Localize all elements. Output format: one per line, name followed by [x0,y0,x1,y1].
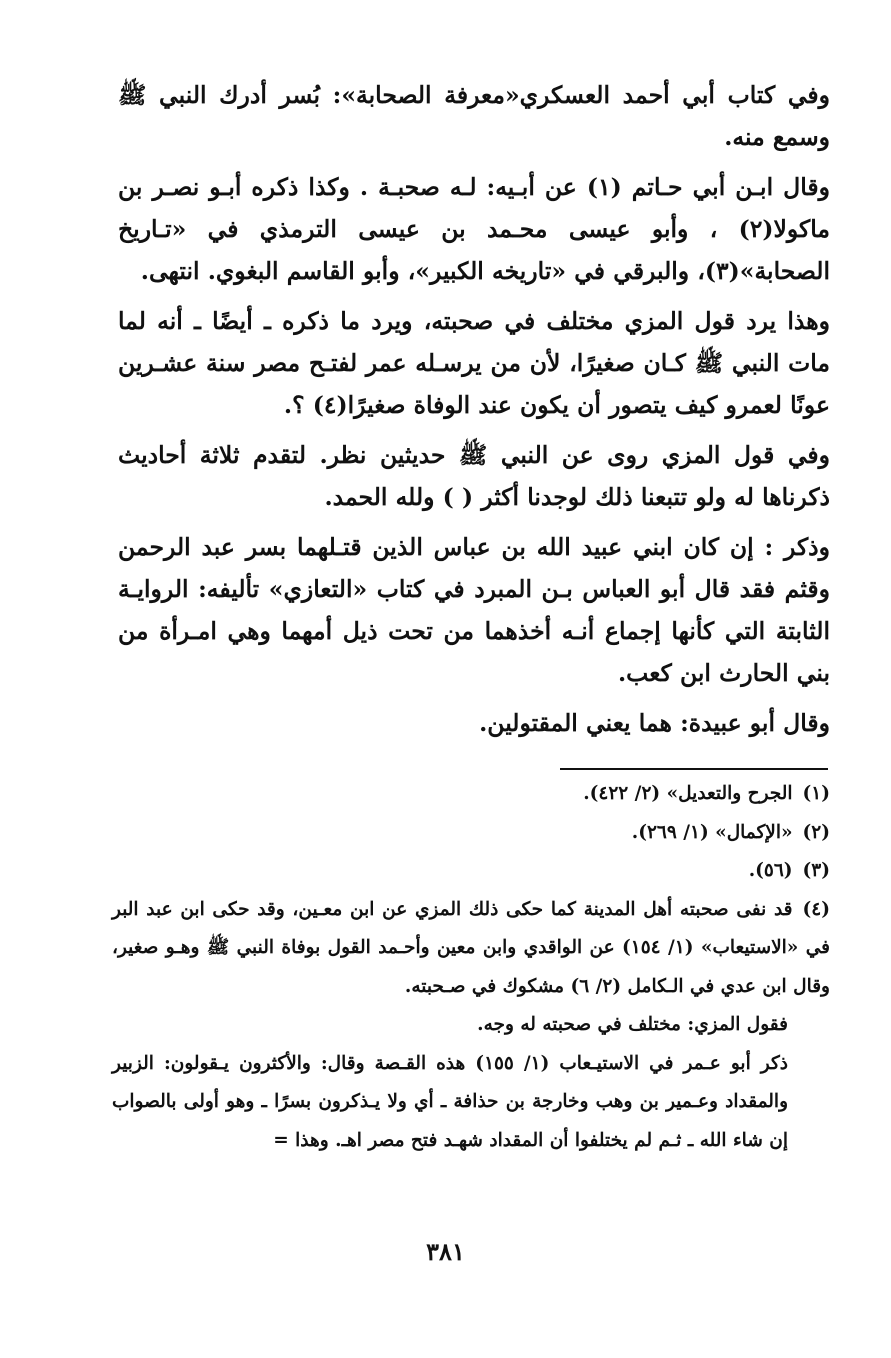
footnote-text: «الإكمال» (١/ ٢٦٩). [631,821,793,843]
footnote-separator [560,768,828,770]
paragraph: وفي كتاب أبي أحمد العسكري«معرفة الصحابة»: بُسر أدرك النبي ﷺ وسمع منه. [118,81,830,151]
footnote-number: (٣) [802,860,830,881]
footnote-number: (١) [802,783,830,804]
footnote-4-continuation: ذكر أبو عـمر في الاستيـعاب (١/ ١٥٥) هذه القـصة وقال: والأكثرون يـقولون: الزبير والمقداد وعـمير بن وهب وخارجة بن حذافة ـ أي ولا يـذكرون بسرًا ـ وهو أولى بالصواب إن شاء الله ـ ثـم لم يختلفوا أن المقداد شهـد فتح مصر اهـ. وهذا = [112,1052,788,1151]
footnote-2 [112,814,830,853]
footnote-4 [112,891,830,1007]
paragraph: وفي قول المزي روى عن النبي ﷺ حديثين نظر. لتقدم ثلاثة أحاديث ذكرناها له ولو تتبعنا ذلك لوجدنا أكثر ( ) ولله الحمد. [118,441,830,511]
footnote-4-continuation: فقول المزي: مختلف في صحبته له وجه. [477,1014,788,1035]
footnotes [112,775,830,1160]
paragraph: وقال أبو عبيدة: هما يعني المقتولين. [479,709,830,737]
main-text [118,74,830,752]
footnote-3 [112,852,830,891]
footnote-text: (٥٦). [748,860,793,881]
footnote-number: (٢) [802,821,830,843]
footnote-text: قد نفى صحبته أهل المدينة كما حكى ذلك المزي عن ابن معـين، وقد حكى ابن عبد البر في «الاستيعاب» (١/ ١٥٤) عن الواقدي وابن معين وأحـمد القول بوفاة النبي ﷺ وهـو صغير، وقال ابن عدي في الـكامل (٢/ ٦) مشكوك في صـحبته. [112,898,831,997]
footnote-number: (٤) [802,898,830,920]
paragraph: وقال ابـن أبي حـاتم (١) عن أبـيه: لـه صحبـة . وكذا ذكره أبـو نصـر بن ماكولا(٢) ، وأبو عيسى محـمد بن عيسى الترمذي في «تـاريخ الصحابة»(٣)، والبرقي في «تاريخه الكبير»، وأبو القاسم البغوي. انتهى. [118,173,830,285]
paragraph: وذكر : إن كان ابني عبيد الله بن عباس الذين قتـلهما بسر عبد الرحمن وقثم فقد قال أبو العباس بـن المبرد في كتاب «التعازي» تأليفه: الروايـة الثابتة التي كأنها إجماع أنـه أخذهما من تحت ذيل أمهما وهي امـرأة من بني الحارث ابن كعب. [118,533,830,687]
paragraph: وهذا يرد قول المزي مختلف في صحبته، ويرد ما ذكره ـ أيضًا ـ أنه لما مات النبي ﷺ كـان صغيرًا، لأن من يرسـله عمر لفتـح مصر سنة عشـرين عونًا لعمرو كيف يتصور أن يكون عند الوفاة صغيرًا(٤) ؟. [118,307,830,419]
page-number: ٣٨١ [426,1237,465,1266]
footnote-text: الجرح والتعديل» (٢/ ٤٢٢). [583,783,793,804]
footnote-1 [112,775,830,814]
